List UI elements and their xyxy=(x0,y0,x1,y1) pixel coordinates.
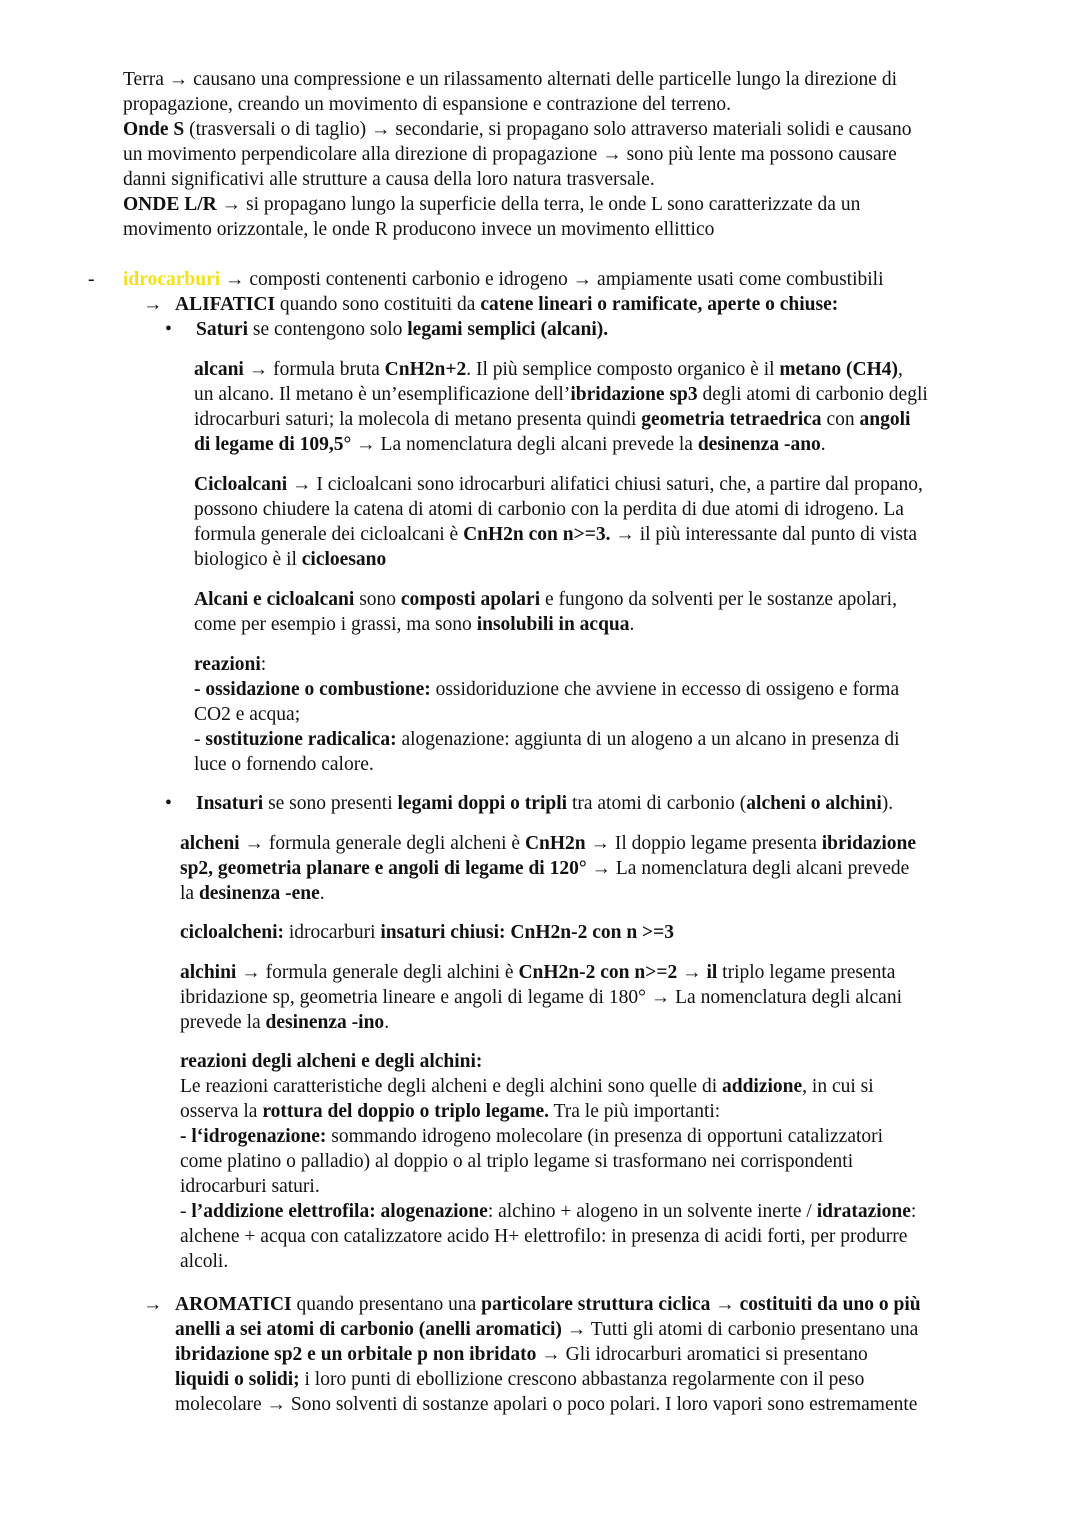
text-line: osserva la rottura del doppio o triplo legame. Tra le più importanti: xyxy=(180,1101,721,1122)
text-line: alcheni → formula generale degli alcheni è CnH2n → Il doppio legame presenta ibridazione xyxy=(180,833,917,854)
apolari-paragraph xyxy=(194,587,1064,637)
reazioni-paragraph xyxy=(194,652,1064,777)
text-line: Alcani e cicloalcani sono composti apolari e fungono da solventi per le sostanze apolari, xyxy=(194,589,897,610)
text-line: anelli a sei atomi di carbonio (anelli aromatici) → Tutti gli atomi di carbonio presentano una xyxy=(175,1319,919,1340)
text-line: molecolare → Sono solventi di sostanze apolari o poco polari. I loro vapori sono estremamente xyxy=(175,1394,918,1415)
text-line: ALIFATICI quando sono costituiti da catene lineari o ramificate, aperte o chiuse: xyxy=(175,294,839,315)
text-line: Saturi se contengono solo legami semplici (alcani). xyxy=(196,319,609,340)
text-line: formula generale dei cicloalcani è CnH2n con n>=3. → il più interessante dal punto di vista xyxy=(194,524,917,545)
text-line: luce o fornendo calore. xyxy=(194,754,374,775)
cicloalcheni-paragraph xyxy=(180,920,1060,945)
text-line: cicloalcheni: idrocarburi insaturi chiusi: CnH2n-2 con n >=3 xyxy=(180,922,675,943)
text-line: come per esempio i grassi, ma sono insolubili in acqua. xyxy=(194,614,635,635)
bullet-icon: • xyxy=(165,793,172,814)
term-onde-lr: ONDE L/R xyxy=(123,194,217,215)
waves-section xyxy=(123,67,1053,242)
text-line: - sostituzione radicalica: alogenazione: aggiunta di un alogeno a un alcano in presenza di xyxy=(194,729,900,750)
text-line: AROMATICI quando presentano una particolare struttura ciclica → costituiti da uno o più xyxy=(175,1294,921,1315)
arrow-icon: → xyxy=(143,294,163,315)
highlight-idrocarburi: idrocarburi xyxy=(123,269,221,290)
text-line: reazioni degli alcheni e degli alchini: xyxy=(180,1051,483,1072)
reazioni-alcheni-alchini-paragraph xyxy=(180,1049,1060,1274)
bullet-icon: • xyxy=(165,319,172,340)
text-line: alcani → formula bruta CnH2n+2. Il più semplice composto organico è il metano (CH4), xyxy=(194,359,903,380)
insaturi-line xyxy=(196,791,1066,816)
list-dash: - xyxy=(88,269,95,290)
hydrocarbons-heading xyxy=(123,267,1053,292)
text-line: ONDE L/R → si propagano lungo la superficie della terra, le onde L sono caratterizzate da un xyxy=(123,194,861,215)
alifatici-line xyxy=(175,292,1055,317)
text-line: la desinenza -ene. xyxy=(180,883,325,904)
text-line: movimento orizzontale, le onde R producono invece un movimento ellittico xyxy=(123,219,715,240)
text-line: idrocarburi saturi. xyxy=(180,1176,320,1197)
alcani-paragraph xyxy=(194,357,1064,457)
cicloalcani-paragraph xyxy=(194,472,1064,572)
text-line: Cicloalcani → I cicloalcani sono idrocarburi alifatici chiusi saturi, che, a partire dal propano, xyxy=(194,474,923,495)
text-line: reazioni: xyxy=(194,654,267,675)
aromatici-paragraph xyxy=(175,1292,1060,1417)
text-line: possono chiudere la catena di atomi di carbonio con la perdita di due atomi di idrogeno. La xyxy=(194,499,904,520)
text-line: alcoli. xyxy=(180,1251,229,1272)
text-line: - l’addizione elettrofila: alogenazione: alchino + alogeno in un solvente inerte / idratazione: xyxy=(180,1201,917,1222)
text-line: di legame di 109,5° → La nomenclatura degli alcani prevede la desinenza -ano. xyxy=(194,434,826,455)
text-line: Le reazioni caratteristiche degli alcheni e degli alchini sono quelle di addizione, in cui si xyxy=(180,1076,874,1097)
text-line: propagazione, creando un movimento di espansione e contrazione del terreno. xyxy=(123,94,732,115)
text-line: ibridazione sp2 e un orbitale p non ibridato → Gli idrocarburi aromatici si presentano xyxy=(175,1344,868,1365)
text-line: sp2, geometria planare e angoli di legame di 120° → La nomenclatura degli alcani prevede xyxy=(180,858,910,879)
text-line: Onde S (trasversali o di taglio) → secondarie, si propagano solo attraverso materiali solidi e causano xyxy=(123,119,912,140)
text-line: prevede la desinenza -ino. xyxy=(180,1012,390,1033)
text-line: alchene + acqua con catalizzatore acido H+ elettrofilo: in presenza di acidi forti, per produrre xyxy=(180,1226,908,1247)
saturi-line xyxy=(196,317,1056,342)
text-line: un alcano. Il metano è un’esemplificazione dell’ibridazione sp3 degli atomi di carbonio degli xyxy=(194,384,928,405)
text-line: idrocarburi → composti contenenti carbonio e idrogeno → ampiamente usati come combustibili xyxy=(123,269,884,290)
text-line: biologico è il cicloesano xyxy=(194,549,387,570)
text-line: un movimento perpendicolare alla direzione di propagazione → sono più lente ma possono causare xyxy=(123,144,897,165)
arrow-icon: → xyxy=(143,1294,163,1315)
text-line: CO2 e acqua; xyxy=(194,704,301,725)
text-line: Insaturi se sono presenti legami doppi o tripli tra atomi di carbonio (alcheni o alchini). xyxy=(196,793,894,814)
term-onde-s: Onde S xyxy=(123,119,185,140)
text-line: danni significativi alle strutture a causa della loro natura trasversale. xyxy=(123,169,655,190)
alcheni-paragraph xyxy=(180,831,1060,906)
text-line: ibridazione sp, geometria lineare e angoli di legame di 180° → La nomenclatura degli alcani xyxy=(180,987,902,1008)
alchini-paragraph xyxy=(180,960,1060,1035)
text-line: - ossidazione o combustione: ossidoriduzione che avviene in eccesso di ossigeno e forma xyxy=(194,679,900,700)
text-line: alchini → formula generale degli alchini è CnH2n-2 con n>=2 → il triplo legame presenta xyxy=(180,962,896,983)
text-line: liquidi o solidi; i loro punti di ebollizione crescono abbastanza regolarmente con il peso xyxy=(175,1369,865,1390)
text-line: - l‘idrogenazione: sommando idrogeno molecolare (in presenza di opportuni catalizzatori xyxy=(180,1126,884,1147)
text-line: Terra → causano una compressione e un rilassamento alternati delle particelle lungo la direzione di xyxy=(123,69,898,90)
text-line: come platino o palladio) al doppio o al triplo legame si trasformano nei corrispondenti xyxy=(180,1151,854,1172)
text-line: idrocarburi saturi; la molecola di metano presenta quindi geometria tetraedrica con angoli xyxy=(194,409,911,430)
